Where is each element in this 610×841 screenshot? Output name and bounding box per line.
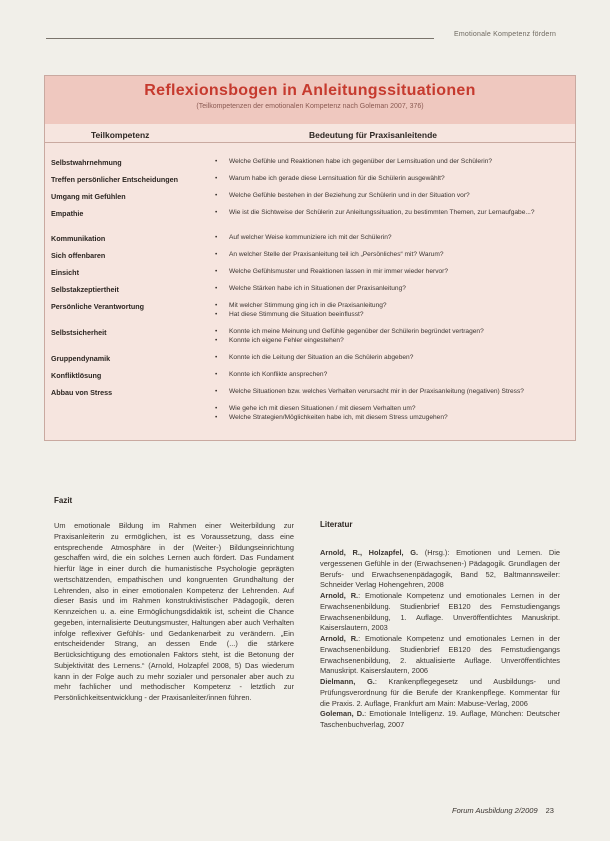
reflection-question (215, 209, 569, 217)
question-text: Konnte ich Konflikte ansprechen? (229, 371, 328, 378)
competence-label: Abbau von Stress (51, 388, 113, 397)
reflection-question (215, 158, 569, 166)
reflection-question (215, 405, 569, 413)
reflection-table (44, 75, 576, 441)
question-text: Warum habe ich gerade diese Lernsituation für die Schülerin ausgewählt? (229, 175, 445, 182)
competence-label: Einsicht (51, 268, 79, 277)
question-text: Mit welcher Stimmung ging ich in die Praxisanleitung? (229, 302, 387, 309)
bullet-icon: • (215, 405, 218, 412)
entry-text: (Hrsg.): Emotionen und Lernen. Die vergessenen Gefühle in der (Erwachsenen-) Pädagogik. Grundlagen der Berufs- und Erwachsenenpädagogik, Band 52, Baltmannsweiler: Schneider Verlag Hohengehren, 2008 (320, 548, 560, 590)
bullet-icon: • (215, 268, 218, 275)
entry-authors: Arnold, R. (320, 634, 359, 643)
competence-label: Gruppendynamik (51, 354, 111, 363)
bullet-icon: • (215, 354, 218, 361)
question-text: Welche Gefühlsmuster und Reaktionen lassen in mir immer wieder hervor? (229, 268, 449, 275)
reflection-question (215, 268, 569, 276)
question-text: Welche Gefühle bestehen in der Beziehung zur Schülerin und in der Situation vor? (229, 192, 470, 199)
bullet-icon: • (215, 285, 218, 292)
bullet-icon: • (215, 302, 218, 309)
bullet-icon: • (215, 371, 218, 378)
competence-label: Empathie (51, 209, 84, 218)
competence-label: Selbstwahrnehmung (51, 158, 122, 167)
competence-label: Selbstakzeptiertheit (51, 285, 119, 294)
bullet-icon: • (215, 414, 218, 421)
reflection-question (215, 371, 569, 379)
question-text: Konnte ich meine Meinung und Gefühle gegenüber der Schülerin begründet vertragen? (229, 328, 484, 335)
literature-entry (320, 709, 560, 731)
running-head: Emotionale Kompetenz fördern (454, 31, 557, 38)
reflection-question (215, 388, 569, 396)
question-text: An welcher Stelle der Praxisanleitung teil ich „Persönliches“ mit? Warum? (229, 251, 444, 258)
bullet-icon: • (215, 388, 218, 395)
question-text: Hat diese Stimmung die Situation beeinflusst? (229, 311, 364, 318)
question-text: Welche Situationen bzw. welches Verhalten verursacht mir in der Praxisanleitung (negativen) Stress? (229, 388, 524, 395)
table-subtitle: (Teilkompetenzen der emotionalen Kompetenz nach Goleman 2007, 376) (196, 103, 424, 110)
competence-label: Umgang mit Gefühlen (51, 192, 126, 201)
literature-entry (320, 677, 560, 709)
column-header-meaning: Bedeutung für Praxisanleitende (309, 130, 437, 140)
competence-label: Selbstsicherheit (51, 328, 107, 337)
literature-entry (320, 548, 560, 591)
entry-text: : Emotionale Intelligenz. 19. Auflage, München: Deutscher Taschenbuchverlag, 2007 (320, 709, 561, 729)
header-rule (46, 38, 434, 39)
bullet-icon: • (215, 328, 218, 335)
entry-authors: Dielmann, G. (320, 677, 375, 686)
fazit-paragraph: Um emotionale Bildung im Rahmen einer Weiterbildung zur Praxisanleiterin zu ermöglichen, ist es Voraussetzung, dass eine entsprechende Atmosphäre in der (Weiter-) Bildungseinrichtung geschaffen wird, die ein solches Lernen auch fördert. Das Fundament hierfür läge in einer durch die humanistische Psychologie geprägten wertschätzenden, empathischen und kongruenten Grundhaltung der Lehrenden, also in einer emotionalen Kompetenz der Lehrenden. Auf dieser Basis und im Rahmen konstruktivistischer Pädagogik, deren Kennzeichen u. a. eine Ermöglichungsdidaktik ist, scheint die Chance gegeben, internalisierte Deutungsmuster, Haltungen aber auch Verhalten infolge reflexiver Gefühls- und Gedankenarbeit zu verändern. „Ein entscheidender Strang, an dessen Ende (...) die stärkere Berücksichtigung des emotionalen Faktors steht, ist die Betonung der Subjektivität des Lernens.“ (Arnold, Holzapfel 2008, 5) Das wiederum kann in der Folge auch zu mehr sozialer und personaler aber auch zu mehr fachlicher und methodischer Kompetenz - letztlich zur Persönlichkeitsentwicklung - der Praxisanleiter/innen führen. (54, 521, 294, 702)
reflection-question (215, 234, 569, 242)
competence-label: Konfliktlösung (51, 371, 102, 380)
question-text: Wie ist die Sichtweise der Schülerin zur Anleitungssituation, zu bestimmten Themen, zur Lernaufgabe...? (229, 209, 535, 216)
reflection-question (215, 414, 569, 422)
reflection-question (215, 311, 569, 319)
entry-text: : Emotionale Kompetenz und emotionales Lernen in der Erwachsenenbildung. Studienbrief EB120 des Fernstudiengangs Erwachsenenbildung, 1. Auflage. Unveröffentlichtes Manuskript. Kaiserslautern, 2003 (320, 591, 560, 633)
literature-entry (320, 591, 560, 634)
reflection-question (215, 175, 569, 183)
bullet-icon: • (215, 209, 218, 216)
question-text: Welche Strategien/Möglichkeiten habe ich, mit diesem Stress umzugehen? (229, 414, 448, 421)
bullet-icon: • (215, 192, 218, 199)
question-text: Konnte ich eigene Fehler eingestehen? (229, 337, 344, 344)
bullet-icon: • (215, 175, 218, 182)
question-text: Wie gehe ich mit diesen Situationen / mit diesem Verhalten um? (229, 405, 416, 412)
page-number: 23 (545, 806, 554, 815)
entry-authors: Arnold, R. (320, 591, 359, 600)
entry-text: : Krankenpflegegesetz und Ausbildungs- und Prüfungsverordnung für die Berufe der Krankenpflege. Kommentar für die Praxis. 2. Auflage, Frankfurt am Main: Mabuse-Verlag, 2006 (320, 677, 560, 708)
fazit-text (54, 521, 294, 704)
question-text: Welche Gefühle und Reaktionen habe ich gegenüber der Lernsituation und der Schülerin? (229, 158, 493, 165)
reflection-question (215, 302, 569, 310)
entry-authors: Arnold, R., Holzapfel, G. (320, 548, 419, 557)
reflection-question (215, 337, 569, 345)
competence-label: Sich offenbaren (51, 251, 106, 260)
page-footer (452, 806, 554, 815)
question-text: Welche Stärken habe ich in Situationen der Praxisanleitung? (229, 285, 406, 292)
bullet-icon: • (215, 158, 218, 165)
column-header-competence: Teilkompetenz (91, 130, 150, 140)
literature-list (320, 548, 560, 731)
header-divider (45, 142, 575, 143)
question-text: Auf welcher Weise kommuniziere ich mit der Schülerin? (229, 234, 392, 241)
reflection-question (215, 328, 569, 336)
journal-name: Forum Ausbildung 2/2009 (452, 806, 538, 815)
table-title: Reflexionsbogen in Anleitungssituationen (144, 82, 476, 99)
fazit-heading: Fazit (54, 496, 73, 505)
bullet-icon: • (215, 251, 218, 258)
entry-authors: Goleman, D. (320, 709, 365, 719)
reflection-question (215, 354, 569, 362)
competence-label: Treffen persönlicher Entscheidungen (51, 175, 179, 184)
reflection-question (215, 285, 569, 293)
bullet-icon: • (215, 234, 218, 241)
bullet-icon: • (215, 311, 218, 318)
literature-entry (320, 634, 560, 677)
entry-text: : Emotionale Kompetenz und emotionales Lernen in der Erwachsenenbildung. Studienbrief EB120 des Fernstudiengangs Erwachsenenbildung, 2. aktualisierte Auflage. Unveröffentlichtes Manuskript. Kaiserslautern, 2006 (320, 634, 560, 676)
reflection-question (215, 192, 569, 200)
literature-heading: Literatur (320, 520, 353, 529)
question-text: Konnte ich die Leitung der Situation an die Schülerin abgeben? (229, 354, 414, 361)
reflection-question (215, 251, 569, 259)
competence-label: Kommunikation (51, 234, 106, 243)
competence-label: Persönliche Verantwortung (51, 302, 145, 311)
bullet-icon: • (215, 337, 218, 344)
